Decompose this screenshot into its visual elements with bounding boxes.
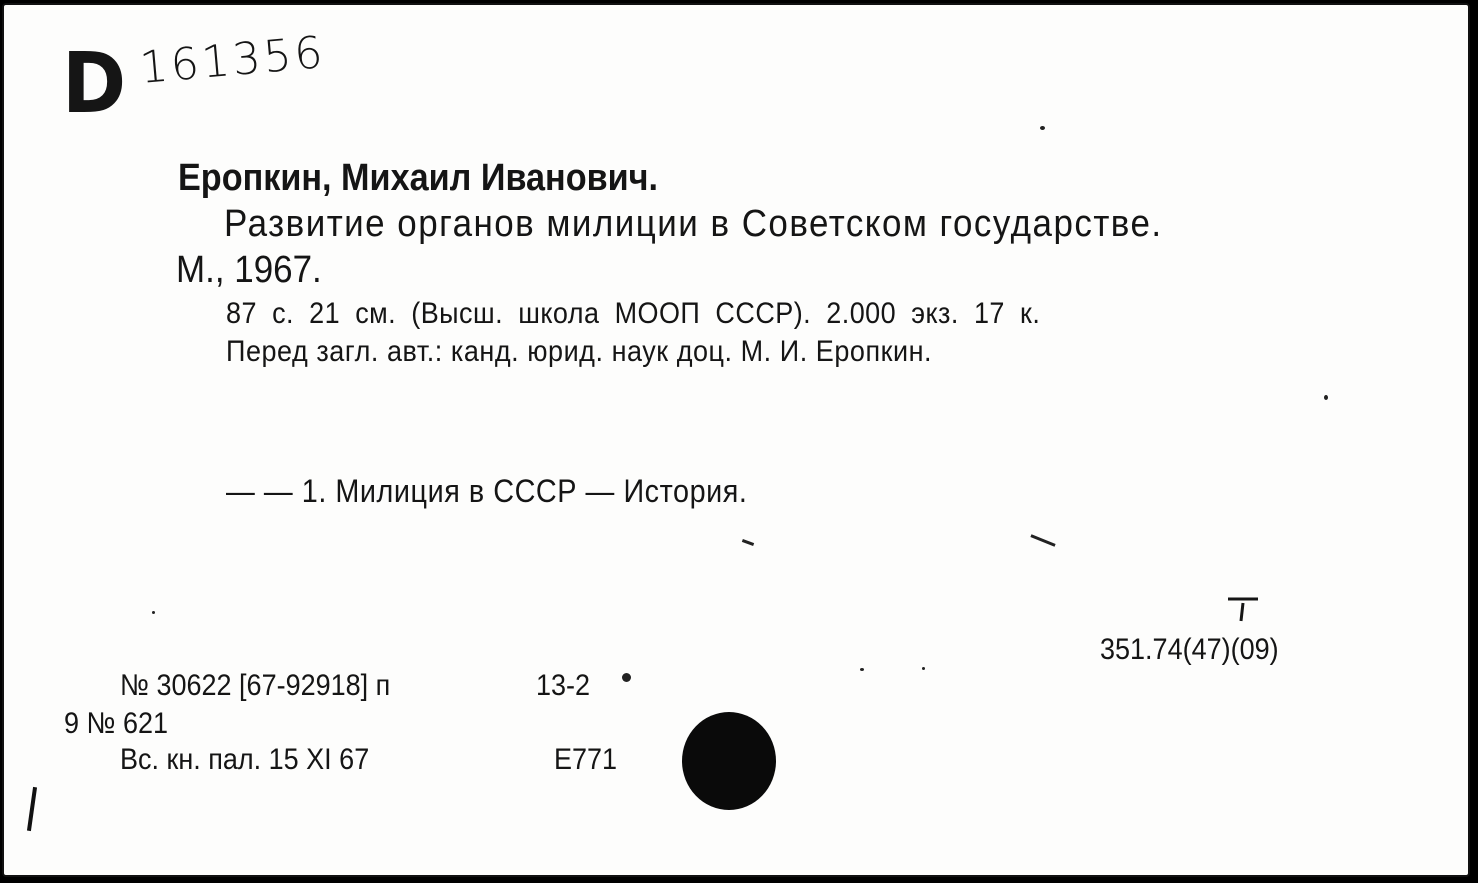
ink-dash	[742, 539, 754, 546]
speck	[152, 611, 155, 614]
book-chamber-line: Вс. кн. пал. 15 XI 67	[120, 743, 370, 776]
imprint: М., 1967.	[176, 249, 322, 291]
stamp-letter: D	[62, 34, 125, 132]
punch-hole	[682, 712, 776, 810]
speck	[860, 668, 864, 671]
record-number: № 30622 [67-92918] п	[120, 669, 391, 702]
catalog-card	[2, 3, 1470, 877]
collation-line: 87 с. 21 см. (Высш. школа МООП СССР). 2.000 экз. 17 к.	[226, 297, 1041, 330]
speck	[1324, 395, 1328, 400]
speck	[1040, 126, 1045, 130]
shelf-number: 9 № 621	[64, 707, 169, 740]
author-heading: Еропкин, Михаил Иванович.	[178, 157, 658, 199]
pencil-mark	[27, 787, 37, 831]
card-number	[62, 26, 328, 132]
author-note: Перед загл. авт.: канд. юрид. наук доц. М. И. Еропкин.	[226, 335, 933, 368]
record-code: 13-2	[536, 669, 591, 702]
classification-mark-icon	[1226, 595, 1260, 625]
subject-heading: — — 1. Милиция в СССР — История.	[226, 473, 748, 509]
speck	[922, 667, 925, 670]
book-title: Развитие органов милиции в Советском государстве.	[224, 203, 1163, 245]
ink-dash	[1030, 534, 1055, 547]
order-code: Е771	[554, 743, 618, 776]
classification-number: 351.74(47)(09)	[1100, 633, 1279, 666]
speck	[622, 673, 631, 682]
handwritten-number: 161356	[137, 26, 328, 94]
